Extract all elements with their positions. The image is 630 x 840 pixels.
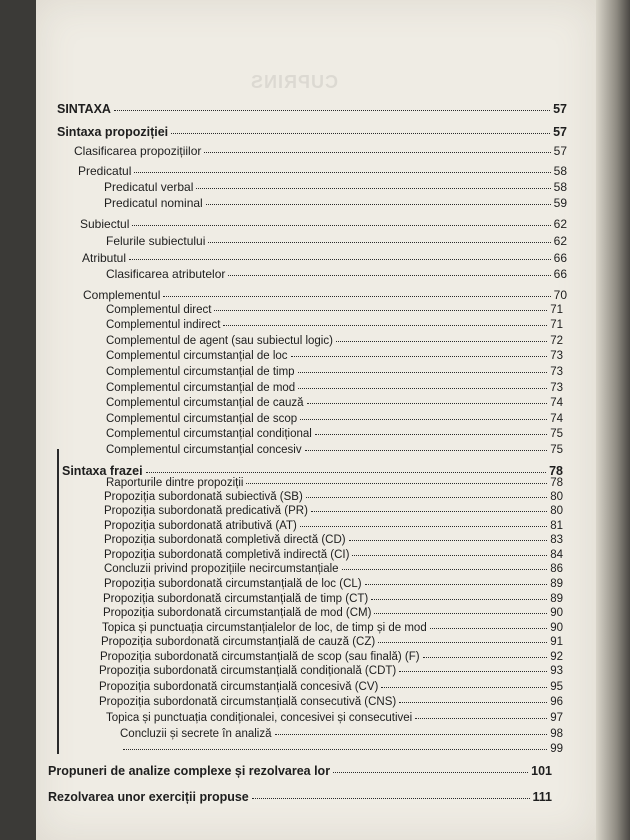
- toc-entry-title: Clasificarea atributelor: [106, 267, 226, 281]
- toc-entry-page: 91: [550, 636, 563, 648]
- dot-leader: [206, 204, 551, 205]
- dot-leader: [146, 472, 547, 473]
- toc-entry: [82, 252, 567, 264]
- toc-entry-page: 84: [550, 549, 563, 561]
- dot-leader: [208, 242, 550, 243]
- toc-entry-title: Propoziția subordonată circumstanțială de loc (CL): [104, 578, 362, 590]
- dot-leader: [275, 734, 548, 735]
- toc-entry-page: 93: [550, 665, 563, 677]
- dot-leader: [378, 642, 547, 643]
- dot-leader: [415, 718, 547, 719]
- toc-entry: [103, 594, 563, 606]
- toc-entry-page: 83: [550, 534, 563, 546]
- toc-entry-title: Predicatul: [78, 164, 132, 178]
- dot-leader: [129, 259, 551, 260]
- toc-entry: [106, 414, 563, 426]
- toc-entry-title: Propoziția subordonată predicativă (PR): [104, 505, 308, 517]
- dot-leader: [399, 702, 547, 703]
- toc-entry-page: 74: [550, 413, 563, 425]
- toc-entry-title: Topica și punctuația circumstanțialelor de loc, de timp și de mod: [102, 622, 427, 634]
- toc-entry: [104, 506, 563, 518]
- toc-entry: [100, 652, 563, 664]
- toc-entry-title: Topica și punctuația condiționalei, concesivei și consecutivei: [106, 712, 413, 724]
- toc-entry-page: 80: [550, 491, 563, 503]
- dot-leader: [423, 657, 548, 658]
- dot-leader: [352, 555, 547, 556]
- dot-leader: [430, 628, 547, 629]
- toc-entry-page: 80: [550, 505, 563, 517]
- dot-leader: [374, 613, 547, 614]
- toc-entry-title: Complementul indirect: [106, 319, 221, 331]
- toc-entry-title: Propoziția subordonată circumstanțială de mod (CM): [103, 607, 372, 619]
- toc-entry-title: Complementul circumstanțial de scop: [106, 413, 298, 425]
- toc-entry-title: Propuneri de analize complexe și rezolvarea lor: [48, 764, 331, 778]
- toc-entry-page: 95: [550, 681, 563, 693]
- dot-leader: [300, 526, 547, 527]
- toc-entry-page: 71: [550, 304, 563, 316]
- toc-entry-page: 101: [531, 764, 552, 778]
- toc-entry-page: 73: [550, 382, 563, 394]
- dot-leader: [300, 419, 547, 420]
- toc-entry-page: 59: [553, 196, 567, 210]
- toc-entry: [102, 623, 563, 635]
- dot-leader: [336, 341, 547, 342]
- toc-entry: [106, 445, 563, 457]
- toc-entry-title: Complementul circumstanțial de cauză: [106, 397, 304, 409]
- toc-entry-page: 62: [553, 234, 567, 248]
- toc-entry: [104, 564, 563, 576]
- dot-leader: [134, 172, 550, 173]
- toc-entry: [57, 103, 567, 116]
- toc-entry: [106, 351, 563, 363]
- toc-entry: [106, 268, 567, 280]
- toc-entry: [106, 235, 567, 247]
- toc-entry-page: 57: [553, 102, 567, 116]
- toc-entry-title: Concluzii privind propozițiile necircumstanțiale: [104, 563, 339, 575]
- toc-entry-page: 58: [553, 180, 567, 194]
- toc-entry-page: 81: [550, 520, 563, 532]
- toc-entry-title: Propoziția subordonată circumstanțială condițională (CDT): [99, 665, 397, 677]
- toc-entry-title: Clasificarea propozițiilor: [74, 144, 202, 158]
- toc-entry: [106, 429, 563, 441]
- toc-entry-title: SINTAXA: [57, 102, 111, 116]
- dot-leader: [228, 275, 550, 276]
- toc-entry-page: 66: [553, 267, 567, 281]
- toc-entry: [106, 367, 563, 379]
- toc-entry-page: 72: [550, 335, 563, 347]
- toc-entry: [80, 218, 567, 230]
- toc-entry-page: 90: [550, 607, 563, 619]
- toc-entry-title: Predicatul verbal: [104, 180, 194, 194]
- toc-entry-title: Raporturile dintre propoziții: [106, 477, 244, 489]
- toc-entry-title: Propoziția subordonată circumstanțială concesivă (CV): [99, 681, 379, 693]
- toc-entry: [99, 682, 563, 694]
- toc-entry: [57, 126, 567, 139]
- toc-entry-title: Complementul circumstanțial de mod: [106, 382, 296, 394]
- dot-leader: [171, 133, 550, 134]
- show-through-title: CUPRINS: [250, 72, 339, 92]
- toc-entry-page: 70: [553, 288, 567, 302]
- dot-leader: [315, 434, 547, 435]
- dot-leader: [114, 110, 550, 111]
- toc-entry-page: 58: [553, 164, 567, 178]
- toc-entry-page: 57: [553, 144, 567, 158]
- toc-entry: [104, 181, 567, 193]
- dot-leader: [349, 540, 548, 541]
- toc-entry-page: 89: [550, 593, 563, 605]
- dot-leader: [298, 372, 548, 373]
- toc-entry-page: 73: [550, 350, 563, 362]
- toc-entry-page: 78: [549, 464, 563, 478]
- toc-entry-title: Propoziția subordonată circumstanțială de cauză (CZ): [101, 636, 376, 648]
- toc-entry-page: 86: [550, 563, 563, 575]
- toc-entry-title: Propoziția subordonată subiectivă (SB): [104, 491, 303, 503]
- dot-leader: [306, 497, 547, 498]
- toc-entry-title: Propoziția subordonată circumstanțială de timp (CT): [103, 593, 369, 605]
- toc-entry: [106, 305, 563, 317]
- toc-entry-page: 90: [550, 622, 563, 634]
- toc-entry: [106, 383, 563, 395]
- dot-leader: [246, 483, 547, 484]
- toc-entry-title: Propoziția subordonată completivă indirectă (CI): [104, 549, 350, 561]
- toc-entry-title: Sintaxa frazei: [62, 464, 143, 478]
- toc-entry: [62, 465, 563, 478]
- toc-entry-title: Complementul circumstanțial de loc: [106, 350, 288, 362]
- toc-entry-page: 89: [550, 578, 563, 590]
- toc-entry-page: 99: [550, 743, 563, 755]
- toc-entry: [83, 289, 567, 301]
- toc-entry-page: 75: [550, 428, 563, 440]
- toc-entry: [99, 697, 563, 709]
- dot-leader: [163, 296, 550, 297]
- toc-entry-title: Complementul direct: [106, 304, 212, 316]
- dot-leader: [342, 569, 548, 570]
- toc-entry-title: Complementul circumstanțial concesiv: [106, 444, 302, 456]
- dot-leader: [223, 325, 547, 326]
- toc-entry-title: Atributul: [82, 251, 127, 265]
- toc-entry-title: Complementul circumstanțial de timp: [106, 366, 295, 378]
- dot-leader: [381, 687, 547, 688]
- toc-entry: [106, 398, 563, 410]
- dot-leader: [311, 511, 547, 512]
- toc-entry-page: 71: [550, 319, 563, 331]
- dot-leader: [252, 798, 530, 799]
- toc-entry-title: Propoziția subordonată circumstanțială de scop (sau finală) (F): [100, 651, 420, 663]
- dot-leader: [305, 450, 548, 451]
- toc-entry: [103, 608, 563, 620]
- toc-entry-title: Subiectul: [80, 217, 130, 231]
- toc-entry: [104, 492, 563, 504]
- toc-entry-title: Complementul de agent (sau subiectul logic): [106, 335, 333, 347]
- toc-entry: [104, 550, 563, 562]
- dot-leader: [204, 152, 550, 153]
- dot-leader: [307, 403, 548, 404]
- toc-entry: [106, 713, 563, 725]
- toc-entry-title: Concluzii și secrete în analiză: [120, 728, 272, 740]
- toc-entry-page: 78: [550, 477, 563, 489]
- toc-entry-title: Propoziția subordonată circumstanțială consecutivă (CNS): [99, 696, 397, 708]
- toc-entry: [104, 535, 563, 547]
- toc-entry-page: 111: [532, 790, 552, 804]
- toc-entry-page: 92: [550, 651, 563, 663]
- toc-entry-title: Rezolvarea unor exerciții propuse: [48, 790, 249, 804]
- toc-entry-page: 98: [550, 728, 563, 740]
- dot-leader: [132, 225, 550, 226]
- dot-leader: [298, 388, 547, 389]
- dot-leader: [123, 749, 547, 750]
- toc-entry-title: Sintaxa propoziției: [57, 125, 169, 139]
- toc-entry: [48, 791, 552, 804]
- toc-entry: [106, 478, 563, 490]
- toc-entry-page: 74: [550, 397, 563, 409]
- toc-entry-title: Propoziția subordonată completivă directă (CD): [104, 534, 346, 546]
- toc-entry: [106, 320, 563, 332]
- toc-entry-page: 66: [553, 251, 567, 265]
- dot-leader: [291, 356, 548, 357]
- toc-entry: [78, 165, 567, 177]
- toc-entry-title: Complementul circumstanțial condițional: [106, 428, 312, 440]
- toc-entry-page: 73: [550, 366, 563, 378]
- toc-entry-page: 57: [553, 125, 567, 139]
- toc-entry-title: Predicatul nominal: [104, 196, 203, 210]
- toc-entry: [104, 521, 563, 533]
- toc-entry: [120, 744, 563, 756]
- toc-entry: [101, 637, 563, 649]
- toc-entry: [99, 666, 563, 678]
- section-rule: [57, 449, 59, 754]
- toc-entry: [74, 145, 567, 157]
- dot-leader: [399, 671, 547, 672]
- dot-leader: [214, 310, 547, 311]
- toc-entry-title: Felurile subiectului: [106, 234, 206, 248]
- toc-entry: [120, 729, 563, 741]
- toc-entry-title: Complementul: [83, 288, 161, 302]
- toc-entry: [48, 765, 552, 778]
- toc-entry-page: 62: [553, 217, 567, 231]
- dot-leader: [371, 599, 547, 600]
- toc-entry-page: 96: [550, 696, 563, 708]
- toc-entry: [104, 579, 563, 591]
- toc-entry-page: 97: [550, 712, 563, 724]
- toc-entry: [106, 336, 563, 348]
- dot-leader: [196, 188, 550, 189]
- toc-entry: [104, 197, 567, 209]
- dot-leader: [333, 772, 528, 773]
- toc-entry-title: Propoziția subordonată atributivă (AT): [104, 520, 297, 532]
- dot-leader: [365, 584, 548, 585]
- toc-entry-page: 75: [550, 444, 563, 456]
